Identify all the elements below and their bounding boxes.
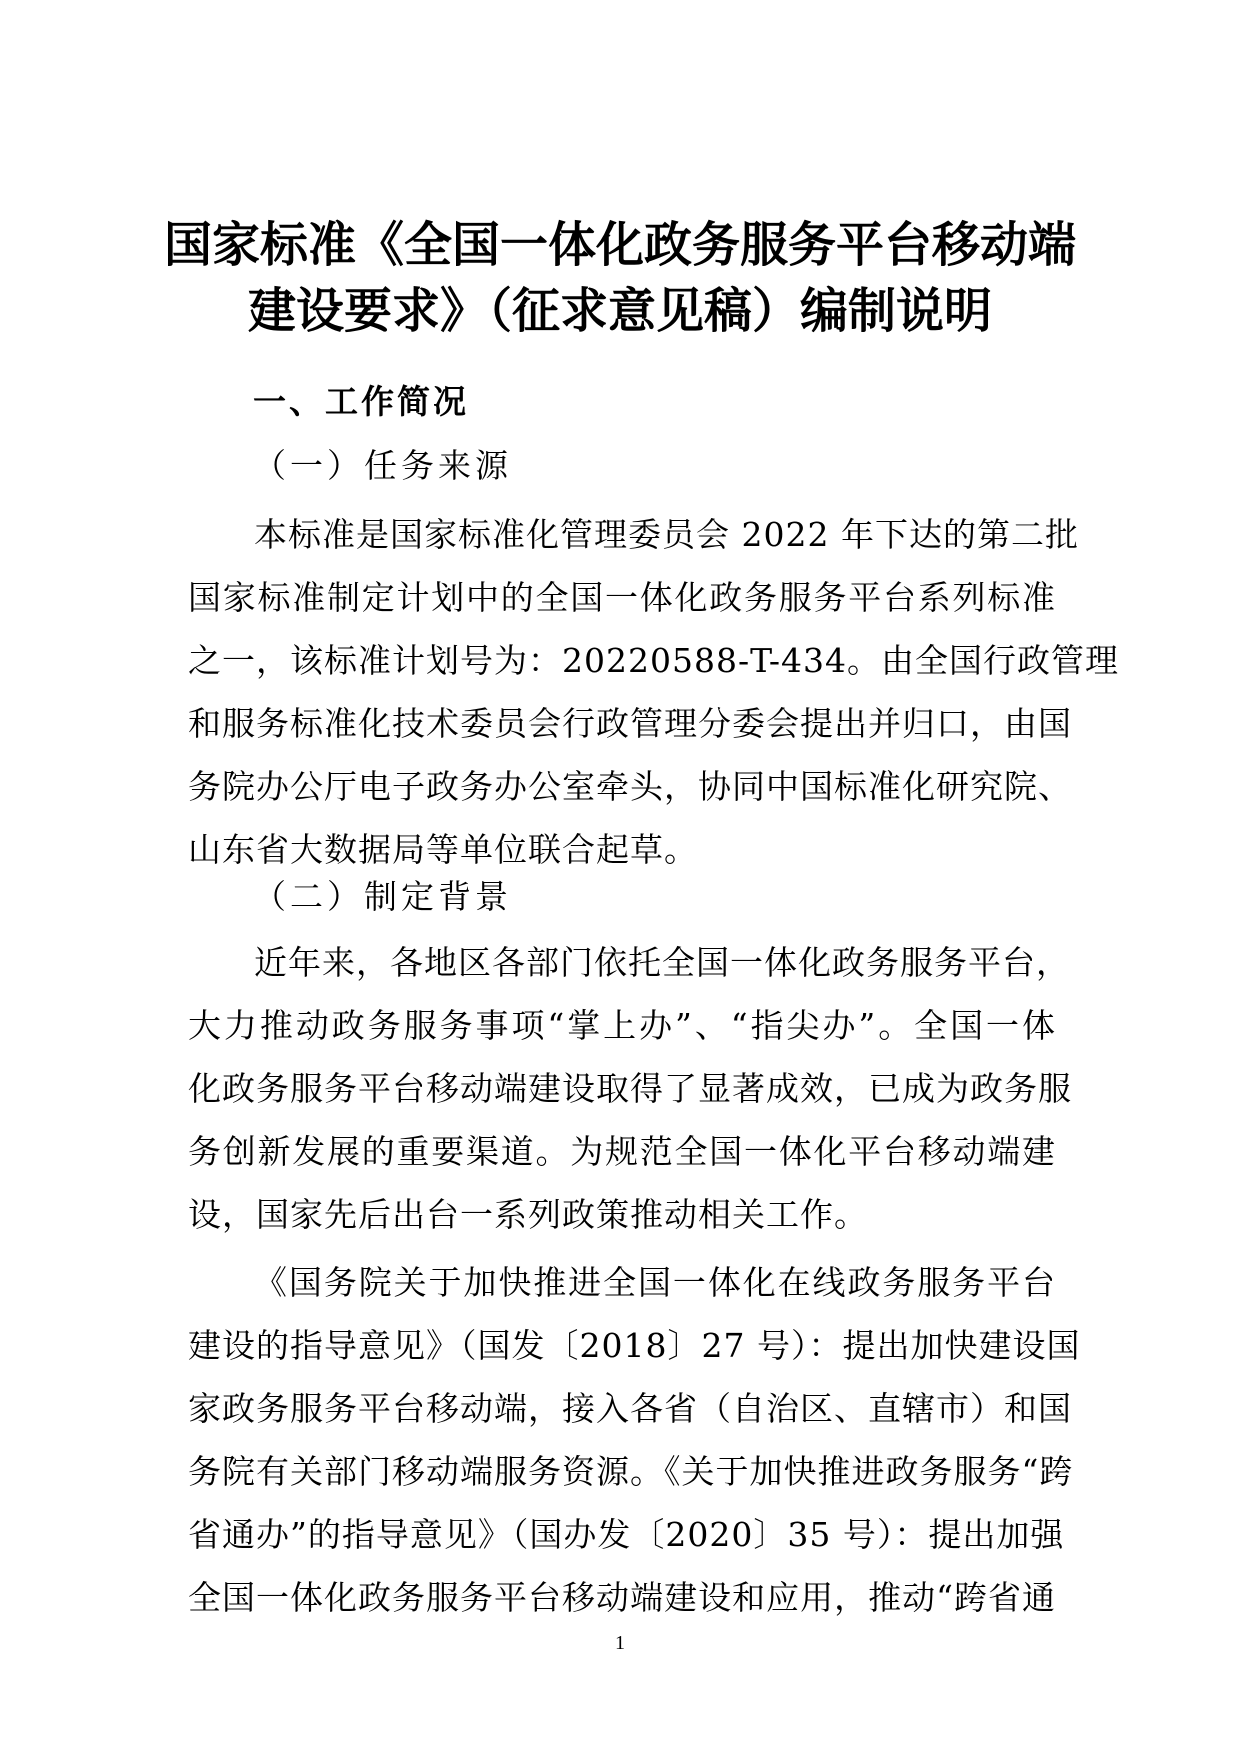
paragraph-line: 近年来，各地区各部门依托全国一体化政务服务平台， [254,943,1070,982]
paragraph-line: 化政务服务平台移动端建设取得了显著成效，已成为政务服 [188,1069,1072,1108]
paragraph-line: 省通办”的指导意见》（国办发〔2020〕35 号）：提出加强 [188,1515,1065,1554]
page-number: 1 [615,1632,625,1654]
section-heading-work-overview: 一、工作简况 [253,382,469,421]
paragraph-line: 和服务标准化技术委员会行政管理分委会提出并归口，由国 [188,704,1072,743]
paragraph-task-source [188,503,1120,881]
paragraph-policy-references [188,1251,1081,1629]
paragraph-line: 设，国家先后出台一系列政策推动相关工作。 [188,1195,868,1234]
paragraph-line: 本标准是国家标准化管理委员会 2022 年下达的第二批 [254,515,1079,554]
paragraph-line: 之一，该标准计划号为：20220588-T-434。由全国行政管理 [188,641,1120,680]
paragraph-line: 全国一体化政务服务平台移动端建设和应用，推动“跨省通 [188,1578,1056,1617]
paragraph-line: 《国务院关于加快推进全国一体化在线政务服务平台 [254,1263,1056,1302]
document-title-line-2: 建设要求》（征求意见稿）编制说明 [247,283,992,339]
paragraph-line: 建设的指导意见》（国发〔2018〕27 号）：提出加快建设国 [188,1326,1081,1365]
document-title-line-1: 国家标准《全国一体化政务服务平台移动端 [163,217,1076,273]
paragraph-line: 山东省大数据局等单位联合起草。 [188,830,698,869]
paragraph-line: 大力推动政务服务事项“掌上办”、“指尖办”。全国一体 [188,1006,1056,1045]
paragraph-line: 务创新发展的重要渠道。为规范全国一体化平台移动端建 [188,1132,1056,1171]
subsection-heading-background: （二）制定背景 [253,877,512,916]
paragraph-line: 国家标准制定计划中的全国一体化政务服务平台系列标准 [188,578,1056,617]
paragraph-line: 家政务服务平台移动端，接入各省（自治区、直辖市）和国 [188,1389,1072,1428]
paragraph-line: 务院办公厅电子政务办公室牵头，协同中国标准化研究院、 [188,767,1072,806]
paragraph-line: 务院有关部门移动端服务资源。《关于加快推进政务服务“跨 [188,1452,1074,1491]
subsection-heading-task-source: （一）任务来源 [253,446,512,485]
paragraph-background [188,931,1072,1246]
